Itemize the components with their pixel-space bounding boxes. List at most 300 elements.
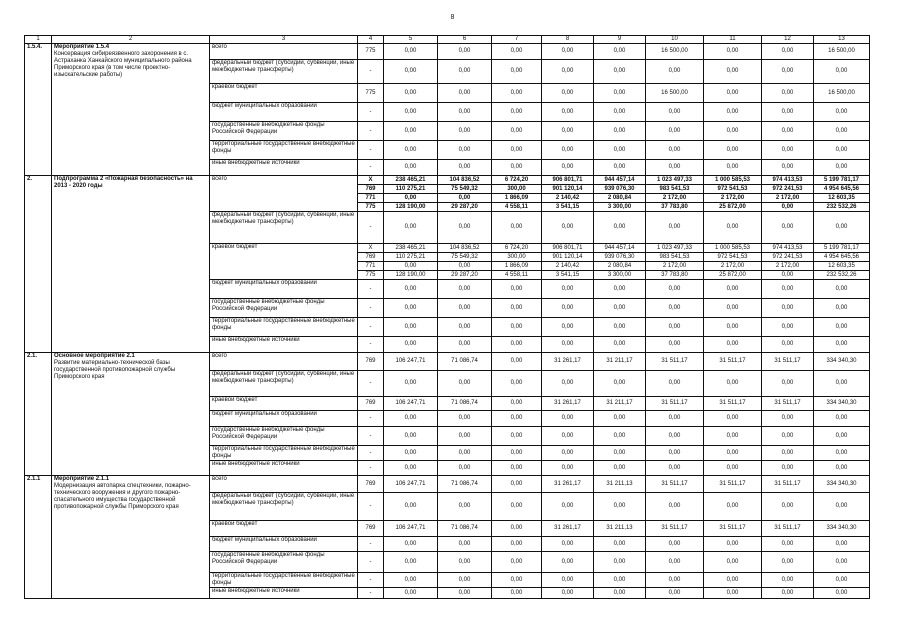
amount-cell: 0,00 [594, 493, 646, 521]
amount-cell: 0,00 [384, 262, 438, 271]
amount-cell: 0,00 [814, 60, 870, 84]
amount-cell: 0,00 [438, 411, 492, 427]
amount-cell: 0,00 [594, 461, 646, 476]
amount-cell: 2 172,00 [762, 262, 814, 271]
amount-cell: 0,00 [384, 588, 438, 599]
amount-cell: 0,00 [384, 427, 438, 446]
amount-cell: 0,00 [492, 588, 542, 599]
amount-cell: 16 500,00 [646, 84, 704, 103]
amount-cell: 334 340,30 [814, 397, 870, 411]
funding-source-label: государственные внебюджетные фонды Российской Федерации [210, 552, 358, 573]
item-title-heading: Мероприятие 1.5.4 [54, 44, 110, 50]
amount-cell: 0,00 [762, 446, 814, 461]
funding-source-label: иные внебюджетные источники [210, 160, 358, 176]
amount-cell: 0,00 [704, 318, 762, 337]
item-number: 2. [25, 176, 52, 353]
ministry-code-cell: 769 [358, 521, 384, 537]
amount-cell: 0,00 [594, 212, 646, 244]
table-row [25, 476, 870, 493]
amount-cell: 0,00 [814, 537, 870, 552]
amount-cell: 5 199 781,17 [814, 244, 870, 253]
funding-source-label: федеральный бюджет (субсидии, субвенции, иные межбюджетные трансферты) [210, 493, 358, 521]
amount-cell: 0,00 [814, 318, 870, 337]
ministry-code-cell: 771 [358, 194, 384, 203]
amount-cell: 0,00 [814, 588, 870, 599]
amount-cell: 0,00 [438, 212, 492, 244]
amount-cell: 0,00 [542, 44, 594, 60]
table-row [25, 176, 870, 185]
ministry-code-cell: - [358, 60, 384, 84]
funding-source-label: бюджет муниципальных образований [210, 537, 358, 552]
amount-cell: 0,00 [814, 280, 870, 299]
amount-cell: 31 511,17 [704, 476, 762, 493]
amount-cell: 0,00 [492, 103, 542, 122]
amount-cell: 75 549,32 [438, 185, 492, 194]
funding-source-label: федеральный бюджет (субсидии, субвенции, иные межбюджетные трансферты) [210, 371, 358, 397]
ministry-code-cell: - [358, 427, 384, 446]
funding-source-label: бюджет муниципальных образований [210, 103, 358, 122]
amount-cell: 0,00 [384, 194, 438, 203]
amount-cell: 0,00 [646, 103, 704, 122]
amount-cell: 0,00 [762, 280, 814, 299]
ministry-code-cell: - [358, 446, 384, 461]
amount-cell: 0,00 [704, 411, 762, 427]
amount-cell: 0,00 [762, 44, 814, 60]
item-number: 1.5.4. [25, 44, 52, 176]
amount-cell: 0,00 [594, 299, 646, 318]
column-header-11: 11 [704, 36, 762, 44]
ministry-code-cell: 769 [358, 397, 384, 411]
amount-cell: 0,00 [542, 160, 594, 176]
amount-cell: 31 511,17 [646, 353, 704, 371]
amount-cell: 1 023 497,33 [646, 244, 704, 253]
amount-cell: 0,00 [542, 427, 594, 446]
funding-source-label: территориальные государственные внебюджетные фонды [210, 318, 358, 337]
funding-source-label: краевой бюджет [210, 244, 358, 280]
amount-cell: 0,00 [704, 371, 762, 397]
ministry-code-cell: - [358, 493, 384, 521]
amount-cell: 0,00 [438, 537, 492, 552]
column-header-12: 12 [762, 36, 814, 44]
amount-cell: 0,00 [492, 371, 542, 397]
amount-cell: 0,00 [384, 280, 438, 299]
amount-cell: 0,00 [384, 44, 438, 60]
amount-cell: 0,00 [704, 103, 762, 122]
amount-cell: 0,00 [542, 552, 594, 573]
amount-cell: 0,00 [438, 84, 492, 103]
ministry-code-cell: - [358, 103, 384, 122]
amount-cell: 106 247,71 [384, 353, 438, 371]
item-number: 2.1. [25, 353, 52, 476]
amount-cell: 0,00 [438, 262, 492, 271]
amount-cell: 31 211,17 [594, 353, 646, 371]
amount-cell: 0,00 [594, 537, 646, 552]
amount-cell: 0,00 [762, 337, 814, 353]
amount-cell: 106 247,71 [384, 521, 438, 537]
amount-cell: 2 172,00 [704, 194, 762, 203]
amount-cell: 1 866,09 [492, 194, 542, 203]
ministry-code-cell: 775 [358, 44, 384, 60]
amount-cell: 0,00 [594, 60, 646, 84]
amount-cell: 0,00 [594, 103, 646, 122]
amount-cell: 12 603,35 [814, 194, 870, 203]
amount-cell: 0,00 [492, 318, 542, 337]
amount-cell: 0,00 [594, 573, 646, 588]
amount-cell: 974 413,53 [762, 176, 814, 185]
amount-cell: 0,00 [704, 427, 762, 446]
amount-cell: 944 457,14 [594, 244, 646, 253]
amount-cell: 0,00 [492, 461, 542, 476]
amount-cell: 0,00 [384, 60, 438, 84]
amount-cell: 0,00 [646, 280, 704, 299]
budget-table [24, 35, 870, 599]
amount-cell: 0,00 [646, 411, 704, 427]
amount-cell: 37 783,80 [646, 203, 704, 212]
amount-cell: 0,00 [384, 537, 438, 552]
amount-cell: 4 954 645,56 [814, 185, 870, 194]
ministry-code-cell: - [358, 371, 384, 397]
amount-cell: 110 275,21 [384, 253, 438, 262]
amount-cell: 0,00 [438, 44, 492, 60]
amount-cell: 0,00 [762, 122, 814, 141]
amount-cell: 0,00 [814, 552, 870, 573]
amount-cell: 0,00 [384, 141, 438, 160]
amount-cell: 944 457,14 [594, 176, 646, 185]
ministry-code-cell: - [358, 573, 384, 588]
amount-cell: 0,00 [646, 318, 704, 337]
funding-source-label: всего [210, 476, 358, 493]
amount-cell: 31 211,13 [594, 476, 646, 493]
funding-source-label: территориальные государственные внебюджетные фонды [210, 141, 358, 160]
amount-cell: 0,00 [542, 446, 594, 461]
amount-cell: 0,00 [762, 461, 814, 476]
amount-cell: 0,00 [594, 280, 646, 299]
item-title [52, 476, 210, 599]
amount-cell: 110 275,21 [384, 185, 438, 194]
column-header-7: 7 [492, 36, 542, 44]
amount-cell: 0,00 [594, 141, 646, 160]
amount-cell: 0,00 [438, 337, 492, 353]
amount-cell: 4 558,11 [492, 271, 542, 280]
amount-cell: 238 465,21 [384, 244, 438, 253]
amount-cell: 0,00 [594, 411, 646, 427]
amount-cell: 0,00 [814, 299, 870, 318]
amount-cell: 0,00 [646, 141, 704, 160]
amount-cell: 0,00 [492, 84, 542, 103]
amount-cell: 31 511,17 [762, 521, 814, 537]
amount-cell: 0,00 [762, 103, 814, 122]
amount-cell: 75 549,32 [438, 253, 492, 262]
amount-cell: 0,00 [492, 476, 542, 493]
amount-cell: 0,00 [814, 212, 870, 244]
funding-source-label: краевой бюджет [210, 84, 358, 103]
amount-cell: 939 076,30 [594, 185, 646, 194]
amount-cell: 232 532,26 [814, 203, 870, 212]
amount-cell: 0,00 [704, 552, 762, 573]
amount-cell: 0,00 [762, 537, 814, 552]
column-header-9: 9 [594, 36, 646, 44]
amount-cell: 0,00 [646, 427, 704, 446]
amount-cell: 2 172,00 [762, 194, 814, 203]
ministry-code-cell: - [358, 537, 384, 552]
amount-cell: 939 076,30 [594, 253, 646, 262]
amount-cell: 0,00 [438, 427, 492, 446]
amount-cell: 31 511,17 [704, 521, 762, 537]
amount-cell: 901 120,14 [542, 253, 594, 262]
amount-cell: 12 603,35 [814, 262, 870, 271]
amount-cell: 0,00 [384, 493, 438, 521]
amount-cell: 0,00 [646, 493, 704, 521]
amount-cell: 238 465,21 [384, 176, 438, 185]
ministry-code-cell: Х [358, 176, 384, 185]
amount-cell: 0,00 [762, 493, 814, 521]
amount-cell: 0,00 [814, 427, 870, 446]
amount-cell: 0,00 [646, 537, 704, 552]
amount-cell: 2 080,84 [594, 262, 646, 271]
item-title-heading: Подпрограмма 2 «Пожарная безопасность» на 2013 - 2020 годы [54, 176, 193, 189]
amount-cell: 16 500,00 [814, 84, 870, 103]
ministry-code-cell: - [358, 160, 384, 176]
amount-cell: 0,00 [492, 552, 542, 573]
ministry-code-cell: - [358, 552, 384, 573]
amount-cell: 0,00 [542, 212, 594, 244]
amount-cell: 0,00 [438, 318, 492, 337]
amount-cell: 0,00 [542, 573, 594, 588]
amount-cell: 0,00 [646, 446, 704, 461]
amount-cell: 0,00 [542, 461, 594, 476]
amount-cell: 972 241,53 [762, 253, 814, 262]
amount-cell: 29 287,20 [438, 271, 492, 280]
amount-cell: 0,00 [492, 427, 542, 446]
amount-cell: 0,00 [704, 160, 762, 176]
amount-cell: 0,00 [384, 411, 438, 427]
amount-cell: 983 541,53 [646, 185, 704, 194]
amount-cell: 0,00 [762, 588, 814, 599]
amount-cell: 0,00 [438, 493, 492, 521]
amount-cell: 0,00 [438, 299, 492, 318]
amount-cell: 0,00 [704, 588, 762, 599]
amount-cell: 300,00 [492, 185, 542, 194]
amount-cell: 0,00 [646, 60, 704, 84]
funding-source-label: краевой бюджет [210, 397, 358, 411]
amount-cell: 0,00 [704, 537, 762, 552]
page-number: 8 [450, 14, 455, 21]
amount-cell: 0,00 [762, 212, 814, 244]
amount-cell: 0,00 [704, 84, 762, 103]
item-title-description: Модернизация автопарка спецтехники, пожарно-технического вооружения и другого пожарно-спасательного имущества государственной противопожарной службы Приморского края [54, 483, 191, 510]
amount-cell: 0,00 [646, 337, 704, 353]
amount-cell: 0,00 [384, 318, 438, 337]
funding-source-label: федеральный бюджет (субсидии, субвенции, иные межбюджетные трансферты) [210, 212, 358, 244]
amount-cell: 31 211,17 [594, 397, 646, 411]
ministry-code-cell: 769 [358, 353, 384, 371]
amount-cell: 31 511,17 [704, 397, 762, 411]
ministry-code-cell: 769 [358, 253, 384, 262]
amount-cell: 0,00 [814, 160, 870, 176]
amount-cell: 0,00 [542, 299, 594, 318]
column-header-3: 3 [210, 36, 358, 44]
amount-cell: 0,00 [384, 573, 438, 588]
ministry-code-cell: - [358, 461, 384, 476]
amount-cell: 0,00 [814, 446, 870, 461]
amount-cell: 0,00 [704, 493, 762, 521]
ministry-code-cell: Х [358, 244, 384, 253]
amount-cell: 2 172,00 [646, 194, 704, 203]
amount-cell: 0,00 [704, 60, 762, 84]
amount-cell: 16 500,00 [814, 44, 870, 60]
amount-cell: 0,00 [542, 371, 594, 397]
ministry-code-cell: - [358, 337, 384, 353]
amount-cell: 5 199 781,17 [814, 176, 870, 185]
amount-cell: 0,00 [542, 60, 594, 84]
item-number: 2.1.1 [25, 476, 52, 599]
column-header-4: 4 [358, 36, 384, 44]
ministry-code-cell: - [358, 141, 384, 160]
amount-cell: 0,00 [384, 103, 438, 122]
amount-cell: 31 511,17 [646, 521, 704, 537]
amount-cell: 334 340,30 [814, 353, 870, 371]
funding-source-label: иные внебюджетные источники [210, 337, 358, 353]
amount-cell: 0,00 [492, 411, 542, 427]
amount-cell: 0,00 [438, 552, 492, 573]
column-header-1: 1 [25, 36, 52, 44]
amount-cell: 31 261,17 [542, 353, 594, 371]
amount-cell: 0,00 [492, 493, 542, 521]
amount-cell: 0,00 [438, 160, 492, 176]
amount-cell: 0,00 [762, 411, 814, 427]
funding-source-label: бюджет муниципальных образований [210, 411, 358, 427]
item-title [52, 176, 210, 353]
amount-cell: 0,00 [384, 446, 438, 461]
amount-cell: 906 801,71 [542, 176, 594, 185]
amount-cell: 0,00 [646, 588, 704, 599]
amount-cell: 0,00 [814, 141, 870, 160]
amount-cell: 31 511,17 [762, 476, 814, 493]
amount-cell: 0,00 [492, 60, 542, 84]
amount-cell: 300,00 [492, 253, 542, 262]
ministry-code-cell: 775 [358, 271, 384, 280]
amount-cell: 0,00 [594, 337, 646, 353]
ministry-code-cell: - [358, 588, 384, 599]
amount-cell: 0,00 [594, 552, 646, 573]
ministry-code-cell: 771 [358, 262, 384, 271]
amount-cell: 6 724,20 [492, 244, 542, 253]
amount-cell: 71 086,74 [438, 521, 492, 537]
funding-source-label: бюджет муниципальных образований [210, 280, 358, 299]
amount-cell: 0,00 [704, 122, 762, 141]
column-header-10: 10 [646, 36, 704, 44]
amount-cell: 0,00 [384, 212, 438, 244]
amount-cell: 0,00 [704, 573, 762, 588]
funding-source-label: государственные внебюджетные фонды Российской Федерации [210, 299, 358, 318]
amount-cell: 0,00 [594, 122, 646, 141]
amount-cell: 0,00 [542, 103, 594, 122]
amount-cell: 128 190,00 [384, 203, 438, 212]
funding-source-label: территориальные государственные внебюджетные фонды [210, 446, 358, 461]
amount-cell: 2 172,00 [704, 262, 762, 271]
ministry-code-cell: 769 [358, 185, 384, 194]
amount-cell: 31 211,13 [594, 521, 646, 537]
amount-cell: 0,00 [814, 122, 870, 141]
amount-cell: 0,00 [814, 461, 870, 476]
amount-cell: 0,00 [492, 141, 542, 160]
amount-cell: 0,00 [704, 337, 762, 353]
amount-cell: 0,00 [762, 552, 814, 573]
amount-cell: 0,00 [762, 84, 814, 103]
amount-cell: 901 120,14 [542, 185, 594, 194]
amount-cell: 0,00 [594, 427, 646, 446]
amount-cell: 1 866,09 [492, 262, 542, 271]
amount-cell: 25 872,00 [704, 203, 762, 212]
amount-cell: 0,00 [542, 318, 594, 337]
amount-cell: 31 511,17 [646, 397, 704, 411]
amount-cell: 0,00 [492, 299, 542, 318]
table-row [25, 44, 870, 60]
amount-cell: 0,00 [704, 299, 762, 318]
amount-cell: 0,00 [438, 371, 492, 397]
amount-cell: 0,00 [384, 122, 438, 141]
amount-cell: 0,00 [384, 160, 438, 176]
amount-cell: 0,00 [492, 537, 542, 552]
funding-source-label: краевой бюджет [210, 521, 358, 537]
amount-cell: 0,00 [704, 280, 762, 299]
amount-cell: 2 172,00 [646, 262, 704, 271]
ministry-code-cell: - [358, 122, 384, 141]
amount-cell: 3 300,00 [594, 271, 646, 280]
amount-cell: 0,00 [814, 371, 870, 397]
amount-cell: 4 954 645,56 [814, 253, 870, 262]
amount-cell: 0,00 [492, 280, 542, 299]
amount-cell: 0,00 [492, 521, 542, 537]
amount-cell: 232 532,26 [814, 271, 870, 280]
item-title-heading: Основное мероприятие 2.1 [54, 353, 135, 359]
amount-cell: 31 511,17 [704, 353, 762, 371]
item-title-description: Развитие материально-технической базы государственной противопожарной службы Приморского края [54, 360, 176, 380]
amount-cell: 972 241,53 [762, 185, 814, 194]
amount-cell: 0,00 [762, 318, 814, 337]
amount-cell: 16 500,00 [646, 44, 704, 60]
amount-cell: 2 140,42 [542, 194, 594, 203]
ministry-code-cell: - [358, 411, 384, 427]
amount-cell: 0,00 [492, 212, 542, 244]
funding-source-label: иные внебюджетные источники [210, 461, 358, 476]
amount-cell: 0,00 [384, 299, 438, 318]
amount-cell: 71 086,74 [438, 397, 492, 411]
column-header-8: 8 [542, 36, 594, 44]
amount-cell: 106 247,71 [384, 476, 438, 493]
amount-cell: 0,00 [542, 84, 594, 103]
amount-cell: 0,00 [646, 122, 704, 141]
amount-cell: 0,00 [646, 552, 704, 573]
ministry-code-cell: - [358, 299, 384, 318]
amount-cell: 31 511,17 [762, 353, 814, 371]
amount-cell: 31 261,17 [542, 476, 594, 493]
amount-cell: 0,00 [492, 446, 542, 461]
amount-cell: 31 261,17 [542, 521, 594, 537]
amount-cell: 0,00 [814, 411, 870, 427]
amount-cell: 0,00 [542, 411, 594, 427]
amount-cell: 0,00 [646, 160, 704, 176]
amount-cell: 0,00 [646, 371, 704, 397]
amount-cell: 0,00 [594, 84, 646, 103]
amount-cell: 31 261,17 [542, 397, 594, 411]
amount-cell: 29 287,20 [438, 203, 492, 212]
amount-cell: 104 836,52 [438, 244, 492, 253]
amount-cell: 0,00 [762, 60, 814, 84]
funding-source-label: федеральный бюджет (субсидии, субвенции, иные межбюджетные трансферты) [210, 60, 358, 84]
amount-cell: 0,00 [542, 122, 594, 141]
amount-cell: 71 086,74 [438, 476, 492, 493]
